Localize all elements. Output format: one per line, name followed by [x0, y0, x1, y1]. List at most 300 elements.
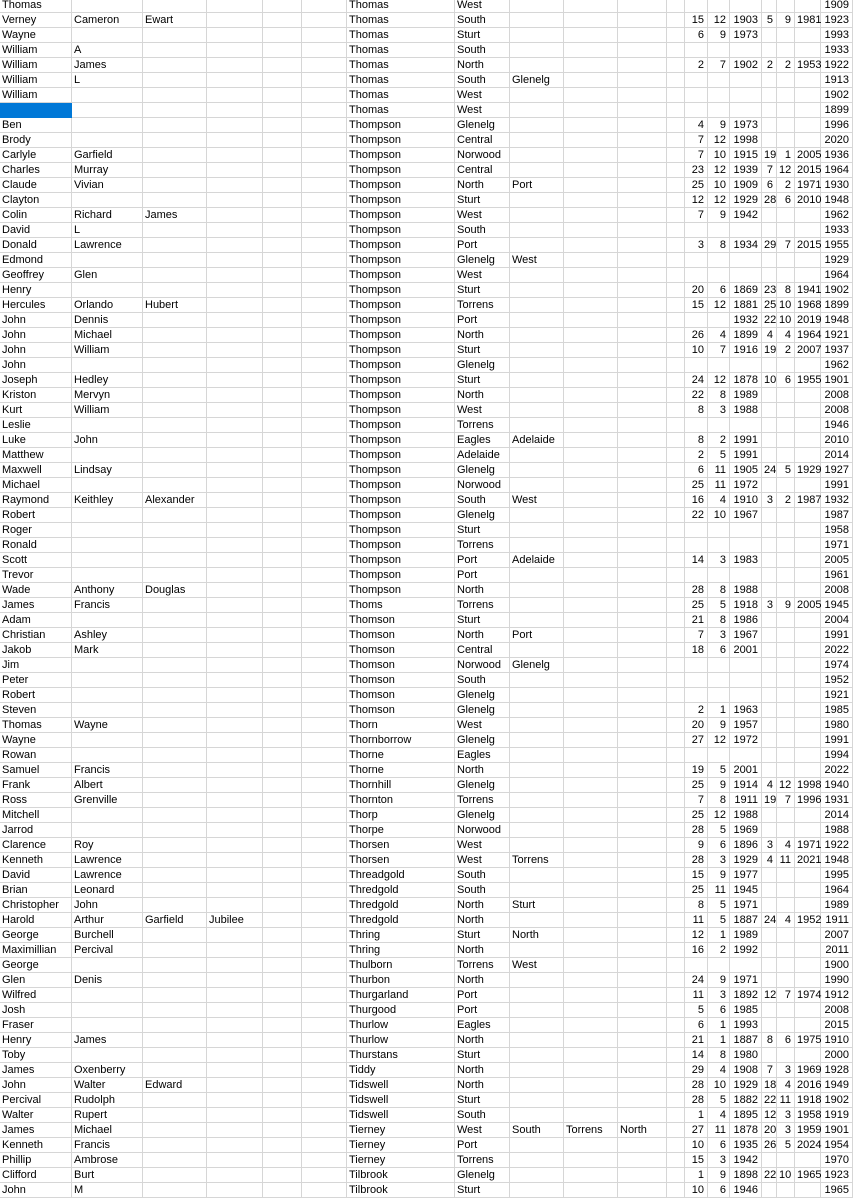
- grid-cell-empty_3[interactable]: [667, 1093, 685, 1108]
- grid-cell-month_1[interactable]: 8: [708, 388, 730, 403]
- grid-cell-middle_name_1[interactable]: Walter: [72, 1078, 143, 1093]
- grid-cell-district_4[interactable]: [618, 1168, 667, 1183]
- grid-cell-middle_name_1[interactable]: M: [72, 1183, 143, 1198]
- grid-cell-district_3[interactable]: [564, 553, 618, 568]
- grid-cell-final_year[interactable]: 2015: [821, 1018, 853, 1033]
- grid-cell-district_3[interactable]: [564, 853, 618, 868]
- grid-cell-district_3[interactable]: [564, 328, 618, 343]
- grid-cell-year_1[interactable]: 1898: [730, 1168, 762, 1183]
- grid-cell-day_2[interactable]: 24: [764, 914, 777, 926]
- grid-cell-middle_name_3[interactable]: [207, 508, 263, 523]
- grid-cell-empty_2[interactable]: [302, 28, 347, 43]
- grid-cell-district_3[interactable]: [564, 703, 618, 718]
- grid-cell-surname[interactable]: Thompson: [347, 448, 455, 463]
- grid-cell-district_2[interactable]: West: [510, 958, 564, 973]
- grid-cell-district_3[interactable]: [564, 643, 618, 658]
- grid-cell-final_year[interactable]: 1948: [821, 853, 853, 868]
- grid-cell-middle_name_1[interactable]: Albert: [72, 778, 143, 793]
- grid-cell-district_4[interactable]: [618, 748, 667, 763]
- grid-cell-middle_name_3[interactable]: [207, 658, 263, 673]
- grid-cell-month_2[interactable]: [777, 253, 795, 268]
- grid-cell-month_1[interactable]: 8: [708, 1048, 730, 1063]
- grid-cell-day_1[interactable]: 20: [685, 718, 708, 733]
- grid-cell-day_2[interactable]: [762, 43, 777, 58]
- grid-cell-middle_name_3[interactable]: [207, 748, 263, 763]
- grid-cell-middle_name_2[interactable]: Ewart: [143, 13, 207, 28]
- grid-cell-year_2[interactable]: 2005: [797, 149, 822, 161]
- grid-cell-month_2[interactable]: 10: [777, 313, 795, 328]
- grid-cell-district_1[interactable]: Norwood: [455, 148, 510, 163]
- grid-cell-district_3[interactable]: [564, 1183, 618, 1198]
- grid-cell-middle_name_1[interactable]: [72, 703, 143, 718]
- grid-cell-middle_name_3[interactable]: [207, 643, 263, 658]
- grid-cell-middle_name_2[interactable]: [143, 148, 207, 163]
- grid-cell-surname[interactable]: Thomson: [347, 658, 455, 673]
- grid-cell-day_2[interactable]: [762, 73, 777, 88]
- grid-cell-empty_1[interactable]: [263, 13, 302, 28]
- grid-cell-empty_1[interactable]: [263, 253, 302, 268]
- grid-cell-final_year[interactable]: 1928: [821, 1063, 853, 1078]
- grid-cell-empty_2[interactable]: [302, 0, 347, 13]
- grid-cell-district_2[interactable]: [510, 988, 564, 1003]
- grid-cell-month_1[interactable]: 10: [708, 148, 730, 163]
- grid-cell-district_1[interactable]: Port: [455, 1138, 510, 1153]
- grid-cell-district_2[interactable]: [510, 1063, 564, 1078]
- grid-cell-month_2[interactable]: [777, 1153, 795, 1168]
- grid-cell-month_2[interactable]: [777, 583, 795, 598]
- grid-cell-district_4[interactable]: [618, 553, 667, 568]
- grid-cell-day_2[interactable]: 25: [764, 299, 777, 311]
- grid-cell-middle_name_1[interactable]: Wayne: [72, 718, 143, 733]
- grid-cell-month_2[interactable]: [777, 568, 795, 583]
- grid-cell-district_2[interactable]: Glenelg: [510, 73, 564, 88]
- grid-cell-day_1[interactable]: 24: [685, 973, 708, 988]
- grid-cell-day_1[interactable]: 23: [685, 163, 708, 178]
- grid-cell-final_year[interactable]: 1948: [821, 193, 853, 208]
- grid-cell-empty_3[interactable]: [667, 193, 685, 208]
- grid-cell-year_2[interactable]: 2016: [797, 1079, 822, 1091]
- grid-cell-year_2[interactable]: 1971: [797, 839, 822, 851]
- grid-cell-district_3[interactable]: [564, 778, 618, 793]
- grid-cell-district_4[interactable]: [618, 103, 667, 118]
- grid-cell-middle_name_1[interactable]: [72, 88, 143, 103]
- grid-cell-day_2[interactable]: 29: [764, 239, 777, 251]
- grid-cell-empty_2[interactable]: [302, 103, 347, 118]
- grid-cell-empty_2[interactable]: [302, 1003, 347, 1018]
- grid-cell-district_3[interactable]: [564, 823, 618, 838]
- grid-cell-empty_1[interactable]: [263, 1093, 302, 1108]
- grid-cell-middle_name_1[interactable]: Dennis: [72, 313, 143, 328]
- grid-cell-district_2[interactable]: [510, 148, 564, 163]
- grid-cell-district_2[interactable]: [510, 208, 564, 223]
- grid-cell-empty_3[interactable]: [667, 1033, 685, 1048]
- grid-cell-district_1[interactable]: South: [455, 493, 510, 508]
- grid-cell-surname[interactable]: Thorn: [347, 718, 455, 733]
- grid-cell-surname[interactable]: Thompson: [347, 133, 455, 148]
- grid-cell-empty_2[interactable]: [302, 808, 347, 823]
- grid-cell-month_2[interactable]: [777, 433, 795, 448]
- grid-cell-empty_1[interactable]: [263, 988, 302, 1003]
- grid-cell-district_4[interactable]: [618, 1048, 667, 1063]
- grid-cell-middle_name_3[interactable]: [207, 43, 263, 58]
- grid-cell-year_2[interactable]: 1952: [797, 914, 822, 926]
- grid-cell-month_1[interactable]: [708, 358, 730, 373]
- grid-cell-empty_2[interactable]: [302, 328, 347, 343]
- grid-cell-surname[interactable]: Thompson: [347, 343, 455, 358]
- grid-cell-middle_name_1[interactable]: Ambrose: [72, 1153, 143, 1168]
- grid-cell-year_2[interactable]: [795, 958, 821, 973]
- grid-cell-year_1[interactable]: 1902: [730, 58, 762, 73]
- grid-cell-given_name[interactable]: Matthew: [0, 448, 72, 463]
- grid-cell-month_1[interactable]: 6: [708, 283, 730, 298]
- grid-cell-empty_1[interactable]: [263, 28, 302, 43]
- grid-cell-year_2[interactable]: 1975: [797, 1034, 822, 1046]
- grid-cell-day_2[interactable]: [762, 448, 777, 463]
- grid-cell-year_1[interactable]: 1892: [730, 988, 762, 1003]
- grid-cell-district_4[interactable]: [618, 133, 667, 148]
- grid-cell-empty_3[interactable]: [667, 748, 685, 763]
- grid-cell-district_1[interactable]: South: [455, 43, 510, 58]
- grid-cell-day_1[interactable]: 25: [685, 478, 708, 493]
- grid-cell-district_2[interactable]: [510, 568, 564, 583]
- grid-cell-month_1[interactable]: 8: [708, 238, 730, 253]
- grid-cell-surname[interactable]: Thompson: [347, 493, 455, 508]
- grid-cell-day_1[interactable]: 24: [685, 373, 708, 388]
- grid-cell-middle_name_3[interactable]: [207, 433, 263, 448]
- grid-cell-given_name[interactable]: Brian: [0, 883, 72, 898]
- grid-cell-day_1[interactable]: 25: [685, 778, 708, 793]
- grid-cell-district_4[interactable]: [618, 163, 667, 178]
- grid-cell-district_1[interactable]: Port: [455, 313, 510, 328]
- grid-cell-district_4[interactable]: [618, 358, 667, 373]
- grid-cell-district_3[interactable]: [564, 928, 618, 943]
- grid-cell-district_3[interactable]: [564, 808, 618, 823]
- grid-cell-year_2[interactable]: [795, 568, 821, 583]
- grid-cell-day_1[interactable]: [685, 673, 708, 688]
- grid-cell-district_1[interactable]: Sturt: [455, 343, 510, 358]
- grid-cell-month_2[interactable]: [777, 88, 795, 103]
- grid-cell-district_2[interactable]: Port: [510, 178, 564, 193]
- grid-cell-empty_1[interactable]: [263, 958, 302, 973]
- grid-cell-given_name[interactable]: Christian: [0, 628, 72, 643]
- grid-cell-month_2[interactable]: [777, 103, 795, 118]
- grid-cell-year_2[interactable]: [795, 433, 821, 448]
- grid-cell-middle_name_2[interactable]: [143, 193, 207, 208]
- grid-cell-year_1[interactable]: 1881: [730, 298, 762, 313]
- grid-cell-surname[interactable]: Thompson: [347, 418, 455, 433]
- grid-cell-empty_2[interactable]: [302, 778, 347, 793]
- grid-cell-final_year[interactable]: 2020: [821, 133, 853, 148]
- grid-cell-middle_name_2[interactable]: [143, 133, 207, 148]
- grid-cell-day_1[interactable]: 27: [685, 1123, 708, 1138]
- grid-cell-month_1[interactable]: 2: [708, 943, 730, 958]
- grid-cell-district_2[interactable]: [510, 598, 564, 613]
- grid-cell-month_2[interactable]: [777, 868, 795, 883]
- grid-cell-month_2[interactable]: 6: [777, 373, 795, 388]
- grid-cell-district_3[interactable]: [564, 0, 618, 13]
- grid-cell-given_name[interactable]: Brody: [0, 133, 72, 148]
- grid-cell-middle_name_2[interactable]: [143, 1183, 207, 1198]
- grid-cell-month_1[interactable]: 9: [708, 118, 730, 133]
- grid-cell-day_2[interactable]: [762, 208, 777, 223]
- grid-cell-given_name[interactable]: Glen: [0, 973, 72, 988]
- grid-cell-day_2[interactable]: [762, 418, 777, 433]
- grid-cell-year_2[interactable]: 2007: [797, 344, 822, 356]
- grid-cell-year_1[interactable]: [730, 418, 762, 433]
- grid-cell-district_1[interactable]: Glenelg: [455, 808, 510, 823]
- grid-cell-day_1[interactable]: 8: [685, 433, 708, 448]
- grid-cell-district_4[interactable]: [618, 298, 667, 313]
- grid-cell-empty_1[interactable]: [263, 508, 302, 523]
- grid-cell-day_2[interactable]: [762, 1003, 777, 1018]
- grid-cell-surname[interactable]: Thurgarland: [347, 988, 455, 1003]
- grid-cell-middle_name_2[interactable]: James: [143, 208, 207, 223]
- grid-cell-middle_name_2[interactable]: [143, 28, 207, 43]
- grid-cell-day_1[interactable]: 1: [685, 1168, 708, 1183]
- grid-cell-district_2[interactable]: [510, 1153, 564, 1168]
- grid-cell-day_1[interactable]: 12: [685, 928, 708, 943]
- grid-cell-day_1[interactable]: [685, 0, 708, 13]
- grid-cell-district_3[interactable]: [564, 268, 618, 283]
- grid-cell-empty_2[interactable]: [302, 553, 347, 568]
- grid-cell-district_2[interactable]: [510, 463, 564, 478]
- grid-cell-district_4[interactable]: [618, 1078, 667, 1093]
- grid-cell-empty_1[interactable]: [263, 193, 302, 208]
- grid-cell-year_2[interactable]: [795, 478, 821, 493]
- grid-cell-middle_name_1[interactable]: Keithley: [72, 493, 143, 508]
- grid-cell-month_1[interactable]: 10: [708, 508, 730, 523]
- grid-cell-month_2[interactable]: 9: [777, 598, 795, 613]
- grid-cell-day_2[interactable]: [762, 658, 777, 673]
- grid-cell-month_1[interactable]: 5: [708, 823, 730, 838]
- grid-cell-empty_2[interactable]: [302, 1033, 347, 1048]
- grid-cell-district_4[interactable]: [618, 868, 667, 883]
- grid-cell-month_2[interactable]: [777, 28, 795, 43]
- grid-cell-middle_name_1[interactable]: [72, 733, 143, 748]
- grid-cell-surname[interactable]: Thompson: [347, 163, 455, 178]
- grid-cell-month_1[interactable]: [708, 748, 730, 763]
- grid-cell-empty_1[interactable]: [263, 373, 302, 388]
- grid-cell-month_2[interactable]: 5: [777, 1138, 795, 1153]
- grid-cell-middle_name_3[interactable]: [207, 838, 263, 853]
- grid-cell-district_2[interactable]: [510, 478, 564, 493]
- grid-cell-empty_2[interactable]: [302, 508, 347, 523]
- grid-cell-final_year[interactable]: 1964: [821, 883, 853, 898]
- grid-cell-middle_name_2[interactable]: [143, 568, 207, 583]
- grid-cell-year_1[interactable]: [730, 958, 762, 973]
- grid-cell-empty_3[interactable]: [667, 658, 685, 673]
- grid-cell-empty_1[interactable]: [263, 268, 302, 283]
- grid-cell-month_2[interactable]: [777, 208, 795, 223]
- grid-cell-empty_3[interactable]: [667, 238, 685, 253]
- grid-cell-year_1[interactable]: 1967: [730, 628, 762, 643]
- grid-cell-middle_name_2[interactable]: [143, 1033, 207, 1048]
- grid-cell-month_1[interactable]: [708, 568, 730, 583]
- grid-cell-district_3[interactable]: [564, 373, 618, 388]
- grid-cell-district_2[interactable]: [510, 973, 564, 988]
- grid-cell-district_2[interactable]: [510, 118, 564, 133]
- grid-cell-district_3[interactable]: [564, 313, 618, 328]
- grid-cell-district_2[interactable]: [510, 1003, 564, 1018]
- grid-cell-year_1[interactable]: 1971: [730, 898, 762, 913]
- grid-cell-district_2[interactable]: [510, 538, 564, 553]
- grid-cell-district_3[interactable]: [564, 448, 618, 463]
- grid-cell-year_2[interactable]: [795, 253, 821, 268]
- grid-cell-month_1[interactable]: 4: [708, 328, 730, 343]
- grid-cell-middle_name_1[interactable]: [72, 958, 143, 973]
- grid-cell-district_2[interactable]: [510, 583, 564, 598]
- grid-cell-middle_name_1[interactable]: Francis: [72, 763, 143, 778]
- grid-cell-empty_3[interactable]: [667, 313, 685, 328]
- grid-cell-day_2[interactable]: [762, 1153, 777, 1168]
- grid-cell-month_1[interactable]: 12: [708, 808, 730, 823]
- grid-cell-empty_2[interactable]: [302, 43, 347, 58]
- grid-cell-day_1[interactable]: 18: [685, 643, 708, 658]
- grid-cell-year_2[interactable]: [795, 448, 821, 463]
- grid-cell-district_4[interactable]: [618, 448, 667, 463]
- grid-cell-given_name[interactable]: Henry: [0, 283, 72, 298]
- grid-cell-empty_1[interactable]: [263, 868, 302, 883]
- grid-cell-surname[interactable]: Thring: [347, 943, 455, 958]
- grid-cell-year_2[interactable]: [795, 883, 821, 898]
- grid-cell-empty_2[interactable]: [302, 298, 347, 313]
- grid-cell-district_4[interactable]: [618, 493, 667, 508]
- grid-cell-empty_3[interactable]: [667, 523, 685, 538]
- grid-cell-month_1[interactable]: 4: [708, 1063, 730, 1078]
- grid-cell-empty_2[interactable]: [302, 583, 347, 598]
- grid-cell-year_1[interactable]: 1993: [730, 1018, 762, 1033]
- grid-cell-surname[interactable]: Thoms: [347, 598, 455, 613]
- grid-cell-month_2[interactable]: 7: [777, 238, 795, 253]
- grid-cell-year_1[interactable]: 1878: [730, 1123, 762, 1138]
- grid-cell-day_1[interactable]: 15: [685, 13, 708, 28]
- grid-cell-district_2[interactable]: [510, 1138, 564, 1153]
- grid-cell-day_1[interactable]: [685, 418, 708, 433]
- grid-cell-day_1[interactable]: 10: [685, 343, 708, 358]
- grid-cell-final_year[interactable]: 1994: [821, 748, 853, 763]
- grid-cell-month_1[interactable]: 2: [708, 433, 730, 448]
- grid-cell-district_4[interactable]: [618, 823, 667, 838]
- grid-cell-month_2[interactable]: 2: [777, 58, 795, 73]
- grid-cell-surname[interactable]: Thomas: [347, 73, 455, 88]
- grid-cell-year_2[interactable]: [795, 118, 821, 133]
- grid-cell-middle_name_2[interactable]: [143, 58, 207, 73]
- grid-cell-given_name[interactable]: Harold: [0, 913, 72, 928]
- grid-cell-empty_1[interactable]: [263, 0, 302, 13]
- grid-cell-middle_name_3[interactable]: [207, 463, 263, 478]
- grid-cell-year_1[interactable]: 1908: [730, 1063, 762, 1078]
- grid-cell-empty_3[interactable]: [667, 478, 685, 493]
- grid-cell-middle_name_1[interactable]: Rudolph: [72, 1093, 143, 1108]
- grid-cell-middle_name_3[interactable]: [207, 1138, 263, 1153]
- grid-cell-month_2[interactable]: [777, 223, 795, 238]
- grid-cell-empty_2[interactable]: [302, 463, 347, 478]
- grid-cell-month_2[interactable]: [777, 658, 795, 673]
- grid-cell-surname[interactable]: Thompson: [347, 223, 455, 238]
- grid-cell-district_3[interactable]: [564, 763, 618, 778]
- grid-cell-month_2[interactable]: 2: [777, 493, 795, 508]
- grid-cell-middle_name_1[interactable]: Vivian: [72, 178, 143, 193]
- grid-cell-middle_name_3[interactable]: [207, 1033, 263, 1048]
- grid-cell-district_1[interactable]: Sturt: [455, 283, 510, 298]
- grid-cell-final_year[interactable]: 1954: [821, 1138, 853, 1153]
- grid-cell-month_2[interactable]: [777, 508, 795, 523]
- grid-cell-year_2[interactable]: [795, 733, 821, 748]
- grid-cell-middle_name_3[interactable]: [207, 703, 263, 718]
- grid-cell-empty_1[interactable]: [263, 433, 302, 448]
- grid-cell-empty_3[interactable]: [667, 283, 685, 298]
- grid-cell-empty_2[interactable]: [302, 478, 347, 493]
- grid-cell-middle_name_1[interactable]: Michael: [72, 328, 143, 343]
- grid-cell-final_year[interactable]: 1899: [821, 103, 853, 118]
- grid-cell-given_name[interactable]: James: [0, 1123, 72, 1138]
- grid-cell-empty_2[interactable]: [302, 1153, 347, 1168]
- grid-cell-empty_1[interactable]: [263, 238, 302, 253]
- grid-cell-day_2[interactable]: [762, 688, 777, 703]
- grid-cell-middle_name_1[interactable]: Roy: [72, 838, 143, 853]
- grid-cell-middle_name_1[interactable]: Lindsay: [72, 463, 143, 478]
- grid-cell-middle_name_2[interactable]: [143, 73, 207, 88]
- grid-cell-surname[interactable]: Thomas: [347, 58, 455, 73]
- grid-cell-empty_2[interactable]: [302, 718, 347, 733]
- grid-cell-empty_1[interactable]: [263, 88, 302, 103]
- grid-cell-given_name[interactable]: David: [0, 868, 72, 883]
- grid-cell-surname[interactable]: Thompson: [347, 298, 455, 313]
- grid-cell-district_4[interactable]: [618, 373, 667, 388]
- grid-cell-day_2[interactable]: [762, 808, 777, 823]
- grid-cell-day_2[interactable]: 28: [764, 194, 777, 206]
- grid-cell-final_year[interactable]: 1971: [821, 538, 853, 553]
- grid-cell-middle_name_1[interactable]: L: [72, 73, 143, 88]
- grid-cell-month_2[interactable]: [777, 958, 795, 973]
- grid-cell-month_1[interactable]: 9: [708, 973, 730, 988]
- grid-cell-year_1[interactable]: 1899: [730, 328, 762, 343]
- grid-cell-given_name[interactable]: Ronald: [0, 538, 72, 553]
- grid-cell-month_2[interactable]: [777, 1003, 795, 1018]
- grid-cell-given_name[interactable]: Clarence: [0, 838, 72, 853]
- grid-cell-district_1[interactable]: South: [455, 1108, 510, 1123]
- grid-cell-final_year[interactable]: 1923: [821, 1168, 853, 1183]
- grid-cell-middle_name_3[interactable]: [207, 358, 263, 373]
- grid-cell-empty_1[interactable]: [263, 283, 302, 298]
- grid-cell-empty_2[interactable]: [302, 913, 347, 928]
- grid-cell-empty_1[interactable]: [263, 358, 302, 373]
- grid-cell-day_2[interactable]: [762, 673, 777, 688]
- grid-cell-year_1[interactable]: [730, 358, 762, 373]
- grid-cell-surname[interactable]: Thompson: [347, 238, 455, 253]
- grid-cell-district_4[interactable]: [618, 118, 667, 133]
- grid-cell-surname[interactable]: Thompson: [347, 523, 455, 538]
- grid-cell-year_1[interactable]: [730, 268, 762, 283]
- grid-cell-district_4[interactable]: [618, 628, 667, 643]
- grid-cell-district_3[interactable]: [564, 238, 618, 253]
- grid-cell-year_2[interactable]: [795, 928, 821, 943]
- grid-cell-empty_1[interactable]: [263, 883, 302, 898]
- grid-cell-middle_name_3[interactable]: [207, 868, 263, 883]
- grid-cell-year_1[interactable]: 1991: [730, 448, 762, 463]
- grid-cell-middle_name_3[interactable]: [207, 148, 263, 163]
- grid-cell-month_2[interactable]: [777, 73, 795, 88]
- grid-cell-given_name[interactable]: Kenneth: [0, 853, 72, 868]
- grid-cell-empty_3[interactable]: [667, 508, 685, 523]
- grid-cell-month_2[interactable]: [777, 133, 795, 148]
- grid-cell-empty_3[interactable]: [667, 118, 685, 133]
- grid-cell-district_1[interactable]: North: [455, 628, 510, 643]
- grid-cell-empty_1[interactable]: [263, 598, 302, 613]
- grid-cell-district_1[interactable]: South: [455, 883, 510, 898]
- grid-cell-empty_3[interactable]: [667, 223, 685, 238]
- grid-cell-district_4[interactable]: [618, 763, 667, 778]
